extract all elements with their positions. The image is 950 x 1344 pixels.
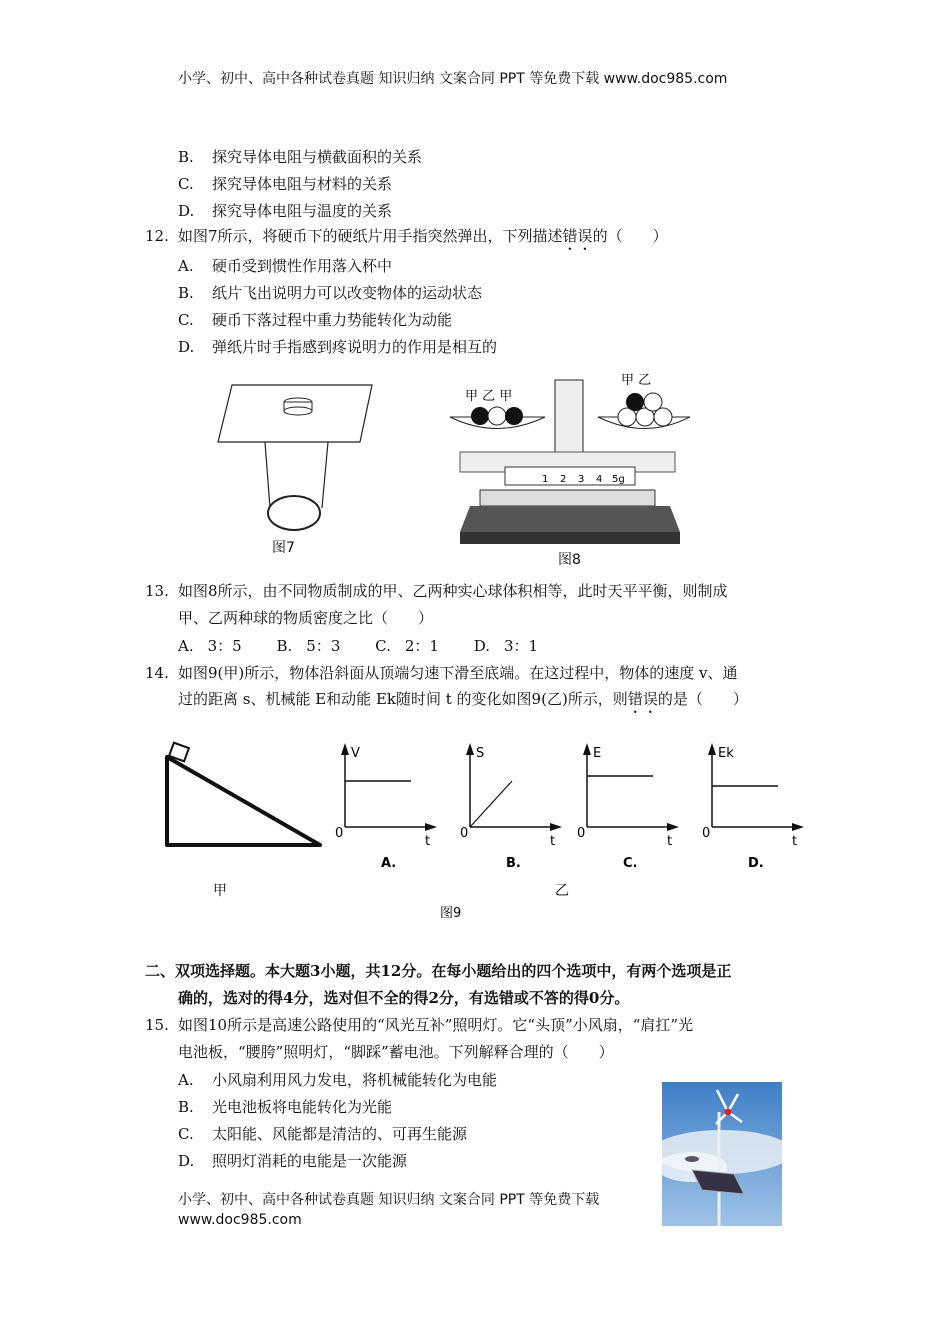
q11-option-b	[178, 147, 422, 167]
option-label: D.	[473, 637, 491, 655]
option-text: 硬币受到惯性作用落入杯中	[212, 257, 393, 275]
q15-stem-line1	[145, 1015, 693, 1035]
scale-tick: 3	[578, 474, 585, 485]
section-2-heading-line1: 二、双项选择题。本大题3小题，共12分。在每小题给出的四个选项中，有两个选项是正	[145, 962, 732, 980]
origin-label: 0	[460, 826, 469, 841]
origin-label: 0	[335, 826, 344, 841]
y-axis-label: S	[476, 746, 485, 761]
option-label: C.	[178, 311, 194, 329]
option-text: 光电池板将电能转化为光能	[212, 1098, 393, 1116]
q13-stem-line1	[145, 581, 728, 601]
y-axis-label: V	[351, 746, 360, 761]
q12-option-c	[178, 310, 452, 330]
fig8-right-labels: 甲 乙	[621, 373, 652, 388]
y-axis-label: E	[593, 746, 602, 761]
option-text: 探究导体电阻与材料的关系	[212, 175, 393, 193]
option-label: A.	[178, 257, 194, 275]
q15-option-c	[178, 1124, 467, 1144]
x-axis-label: t	[550, 834, 556, 849]
option-label: B.	[178, 148, 194, 166]
option-text: 硬币下落过程中重力势能转化为动能	[212, 311, 453, 329]
graph-option-label: D.	[748, 856, 764, 871]
q12-option-b	[178, 283, 482, 303]
scale-tick: 2	[560, 474, 567, 485]
q15-option-d	[178, 1151, 407, 1171]
fig9-jia-label: 甲	[213, 883, 227, 899]
option-label: B.	[178, 284, 194, 302]
q15-option-b	[178, 1097, 392, 1117]
option-text: 探究导体电阻与温度的关系	[212, 202, 393, 220]
option-text: 3：5	[207, 637, 242, 655]
x-axis-arrow	[667, 823, 679, 831]
x-axis-label: t	[425, 834, 431, 849]
option-label: A.	[178, 1071, 194, 1089]
option-text: 3：1	[504, 637, 539, 655]
figure-9	[155, 735, 820, 930]
fig9-yi-label: 乙	[555, 883, 569, 899]
question-number: 13.	[145, 582, 169, 600]
option-label: B.	[276, 637, 293, 655]
option-text: 小风扇利用风力发电，将机械能转化为电能	[212, 1071, 498, 1089]
figure-10-wind-solar-lamp-photo	[662, 1082, 782, 1226]
x-axis-label: t	[792, 834, 798, 849]
stem-text: 如图7所示，将硬币下的硬纸片用手指突然弹出，下列描述	[178, 227, 563, 245]
origin-label: 0	[702, 826, 711, 841]
scale-tick: 5g	[612, 474, 625, 485]
stem-text: 的（ ）	[592, 227, 668, 245]
graph-option-label: B.	[506, 856, 521, 871]
q14-stem-line1	[145, 663, 738, 683]
fig8-left-labels: 甲 乙 甲	[465, 389, 513, 404]
stem-text: 的是（ ）	[657, 690, 748, 708]
page-header: 小学、初中、高中各种试卷真题 知识归纳 文案合同 PPT 等免费下载 www.doc985.com	[178, 71, 728, 87]
x-axis-arrow	[425, 823, 437, 831]
stem-emphasis: 错误	[562, 227, 593, 245]
option-label: C.	[375, 637, 391, 655]
graph-option-label: C.	[623, 856, 638, 871]
figure-8-balance	[445, 372, 690, 552]
figure-7-caption: 图7	[272, 540, 295, 556]
option-label: D.	[178, 1152, 195, 1170]
stem-emphasis: 错误	[627, 690, 658, 708]
q14-stem-line2	[178, 689, 748, 717]
option-label: D.	[178, 338, 195, 356]
page-footer: 小学、初中、高中各种试卷真题 知识归纳 文案合同 PPT 等免费下载 www.doc985.com	[178, 1192, 600, 1228]
q12-stem	[145, 226, 668, 254]
stem-text: 过的距离 s、机械能 E和动能 Ek随时间 t 的变化如图9(乙)所示，则	[178, 690, 628, 708]
section-2-heading-line2: 确的，选对的得4分，选对但不全的得2分，有选错或不答的得0分。	[178, 989, 630, 1007]
q12-option-a	[178, 256, 392, 276]
option-text: 纸片飞出说明力可以改变物体的运动状态	[212, 284, 483, 302]
y-axis-arrow	[466, 743, 474, 755]
fig9-caption: 图9	[440, 906, 462, 921]
option-text: 照明灯消耗的电能是一次能源	[212, 1152, 408, 1170]
option-label: A.	[178, 637, 194, 655]
stem-text: 如图10所示是高速公路使用的“风光互补”照明灯。它“头顶”小风扇，“肩扛”光	[178, 1016, 694, 1034]
option-label: C.	[178, 175, 194, 193]
q11-option-c	[178, 174, 392, 194]
option-text: 太阳能、风能都是清洁的、可再生能源	[212, 1125, 468, 1143]
question-number: 14.	[145, 664, 169, 682]
question-number: 15.	[145, 1016, 169, 1034]
y-axis-arrow	[341, 743, 349, 755]
q13-options	[178, 636, 538, 656]
stem-text: 如图8所示，由不同物质制成的甲、乙两种实心球体积相等，此时天平平衡，则制成	[178, 582, 728, 600]
scale-tick: 1	[542, 474, 549, 485]
question-number: 12.	[145, 227, 169, 245]
y-axis-arrow	[708, 743, 716, 755]
x-axis-arrow	[792, 823, 804, 831]
stem-text: 如图9(甲)所示，物体沿斜面从顶端匀速下滑至底端。在这过程中，物体的速度 v、通	[178, 664, 738, 682]
option-text: 5：3	[306, 637, 341, 655]
figure-7-coin-cup	[210, 380, 385, 560]
graph-option-label: A.	[381, 856, 397, 871]
origin-label: 0	[577, 826, 586, 841]
x-axis-arrow	[550, 823, 562, 831]
option-text: 探究导体电阻与横截面积的关系	[212, 148, 423, 166]
q15-option-a	[178, 1070, 497, 1090]
q15-stem-line2: 电池板，“腰胯”照明灯，“脚踩”蓄电池。下列解释合理的（ ）	[178, 1043, 614, 1061]
option-label: B.	[178, 1098, 194, 1116]
x-axis-label: t	[667, 834, 673, 849]
option-label: C.	[178, 1125, 194, 1143]
q11-option-d	[178, 201, 392, 221]
option-text: 弹纸片时手指感到疼说明力的作用是相互的	[212, 338, 498, 356]
graph-line	[470, 781, 512, 827]
q13-stem-line2: 甲、乙两种球的物质密度之比（ ）	[178, 609, 434, 627]
option-text: 2：1	[404, 637, 439, 655]
option-label: D.	[178, 202, 195, 220]
y-axis-arrow	[583, 743, 591, 755]
scale-tick: 4	[596, 474, 603, 485]
q12-option-d	[178, 337, 497, 357]
figure-8-caption: 图8	[558, 552, 581, 568]
y-axis-label: Ek	[718, 746, 734, 761]
